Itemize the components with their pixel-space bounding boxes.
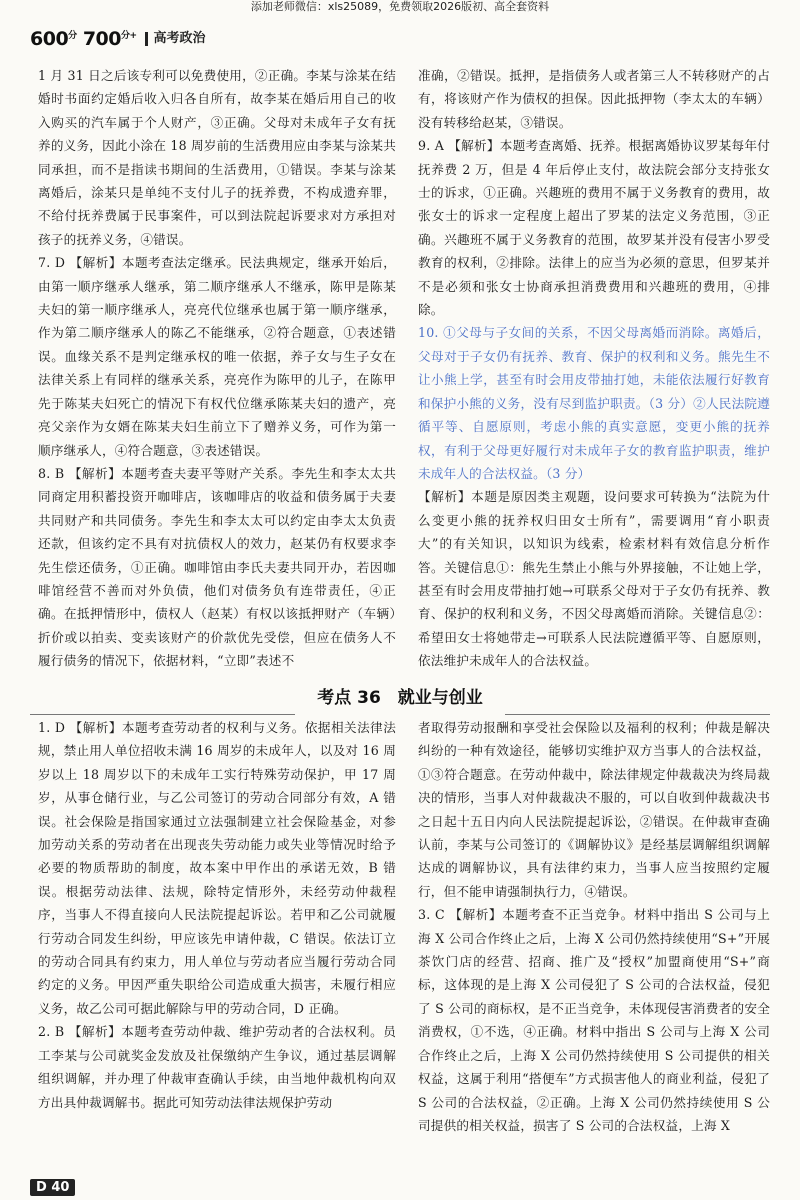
answer-7: 7. D 【解析】本题考查法定继承。民法典规定，继承开始后，由第一顺序继承人继承，第二顺序继承人不继承，陈甲是陈某夫妇的第一顺序继承人，亮亮代位继承也属于第一顺序继承，作为第二顺序继承人的陈乙不能继承，②符合题意，①表述错误。血缘关系不是判定继承权的唯一依据，养子女与生子女在法律关系上有同样的继承关系，亮亮作为陈甲的儿子，在陈甲先于陈某夫妇死亡的情况下有权代位继承陈某夫妇的遗产，亮亮父亲作为女婿在陈某夫妇生前立下了赠养义务，可作为第一顺序继承人，④符合题意，③表述错误。 [38,255,396,458]
answer-8: 8. B 【解析】本题考查夫妻平等财产关系。李先生和李太太共同商定用积蓄投资开咖啡店，该咖啡店的收益和债务属于夫妻共同财产和共同债务。李先生和李太太可以约定由李太太负责还款，但该约定不具有对抗债权人的效力，赵某仍有权要求李先生偿还债务，①正确。咖啡馆由李氏夫妻共同开办，若因咖啡馆经营不善而对外负债，他们对债务负有连带责任，④正确。在抵押情形中，债权人（赵某）有权以该抵押财产（车辆）折价或以拍卖、变卖该财产的价款优先受偿，但应在债务人不履行债务的情况下，依据材料，“立即”表述不 [38,465,396,669]
brand-logo: $600^分$ $700^{分+}$ [30,28,137,50]
answer-3: 3. C 【解析】本题考查不正当竞争。材料中指出 S 公司与上海 X 公司合作终止之后，上海 X 公司仍然持续使用“S+”开展茶饮门店的经营、招商、推广及“授权”加盟商使用“S+”商标，这体现的是上海 X 公司侵犯了 S 公司的合法权益，侵犯了 S 公司的商标权，是不正当竞争，未体现侵害消费者的安全消费权，①不选，④正确。材料中指出 S 公司与上海 X 公司合作终止之后，上海 X 公司仍然持续使用 S 公司提供的相关权益，这属于利用“搭便车”方式损害他人的商业利益，侵犯了 S 公司的合法权益，②正确。上海 X 公司仍然持续使用 S 公司提供的相关权益，损害了 S 公司的合法权益，上海 X [418,907,770,1133]
answer-2: 2. B 【解析】本题考查劳动仲裁、维护劳动者的合法权利。员工李某与公司就奖金发放及社保缴纳产生争议，通过基层调解组织调解，并办理了仲裁审查确认手续，由当地仲裁机构向双方出具仲裁调解书。据此可知劳动法律法规保护劳动 [38,1024,396,1110]
right-column-top [418,64,770,673]
right-column-bottom [418,716,770,1137]
answer-10: 10. ①父母与子女间的关系，不因父母离婚而消除。离婚后，父母对于子女仍有抚养、教育、保护的权利和义务。熊先生不让小熊上学，甚至有时会用皮带抽打她，未能依法履行好教育和保护小熊的义务，没有尽到监护职责。（3 分）②人民法院遵循平等、自愿原则，考虑小熊的真实意愿，变更小熊的抚养权，有利于父母更好履行对未成年子女的教育监护职责，维护未成年人的合法权益。（3 分） [418,325,770,481]
paragraph: 1 月 31 日之后该专利可以免费使用，②正确。李某与涂某在结婚时书面约定婚后收入归各自所有，故李某在婚后用自己的收入购买的汽车属于个人财产，③正确。父母对未成年子女有抚养的义务，因此小涂在 18 周岁前的生活费用应由李某与涂某共同承担，而不是指读书期间的生活费用，①错误。李某与涂某离婚后，涂某只是单纯不支付儿子的抚养费，不构成遗弃罪，不给付抚养费属于民事案件，可以到法院起诉要求对方承担对孩子的抚养义务，④错误。 [38,68,396,247]
paragraph: 者取得劳动报酬和享受社会保险以及福利的权利；仲裁是解决纠纷的一种有效途径，能够切实维护双方当事人的合法权益，①③符合题意。在劳动仲裁中，除法律规定仲裁裁决为终局裁决的情形，当事人对仲裁裁决不服的，可以自收到仲裁裁决书之日起十五日内向人民法院提起诉讼，②错误。在仲裁审查确认前，李某与公司签订的《调解协议》是经基层调解组织调解达成的调解协议，具有法律约束力，当事人应当按照约定履行，但不能申请强制执行力，④错误。 [418,720,770,899]
answer-1: 1. D 【解析】本题考查劳动者的权利与义务。依据相关法律法规，禁止用人单位招收未满 16 周岁的未成年人，以及对 16 周岁以上 18 周岁以下的未成年工实行特殊劳动保护，甲 17 周岁，从事仓储行业，与乙公司签订的劳动合同部分有效，A 错误。社会保险是指国家通过立法强制建立社会保险基金，对参加劳动关系的劳动者在出现丧失劳动能力或失业等情况时给予必要的物质帮助的制度，故本案中甲作出的承诺无效，B 错误。根据劳动法律、法规，除特定情形外，未经劳动仲裁程序，当事人不得直接向人民法院提起诉讼。若甲和乙公司就履行劳动合同发生纠纷，甲应该先申请仲裁，C 错误。依法订立的劳动合同具有约束力，用人单位与劳动者应当履行劳动合同约定的义务。甲因严重失职给公司造成重大损害，未履行相应义务，故乙公司可据此解除与甲的劳动合同，D 正确。 [38,720,396,1016]
section-title: 考点 36 就业与创业 [317,688,483,708]
left-column-top [38,64,396,673]
paragraph: 准确，②错误。抵押，是指债务人或者第三人不转移财产的占有，将该财产作为债权的担保。因此抵押物（李太太的车辆）没有转移给赵某，③错误。 [418,68,770,130]
subject-label: 高考政治 [145,32,206,46]
page-number: D 40 [30,1179,75,1196]
analysis-10: 【解析】本题是原因类主观题，设问要求可转换为“法院为什么变更小熊的抚养权归田女士所有”，需要调用“育小职责大”的有关知识，以知识为线索，检索材料有效信息分析作答。关键信息①：熊先生禁止小熊与外界接触，不让她上学，甚至有时会用皮带抽打她→可联系父母对于子女仍有抚养、教育、保护的权利和义务，不因父母离婚而消除。关键信息②：希望田女士将她带走→可联系人民法院遵循平等、自愿原则，依法维护未成年人的合法权益。 [418,489,770,669]
watermark-banner: 添加老师微信：xls25089，免费领取2026版初、高全套资料 [250,0,550,13]
answer-9: 9. A 【解析】本题考查离婚、抚养。根据离婚协议罗某每年付抚养费 2 万，但是 4 年后停止支付，故法院会部分支持张女士的诉求，①正确。兴趣班的费用不属于义务教育的费用，故张女士的诉求一定程度上超出了罗某的法定义务范围，③正确。兴趣班不属于义务教育的范围，故罗某并没有侵害小罗受教育的权利，②排除。法律上的应当为必须的意思，但罗某并不是必须和张女士协商承担消费费用和兴趣班的费用，④排除。 [418,138,770,318]
left-column-bottom [38,716,396,1114]
page-header [30,26,206,52]
